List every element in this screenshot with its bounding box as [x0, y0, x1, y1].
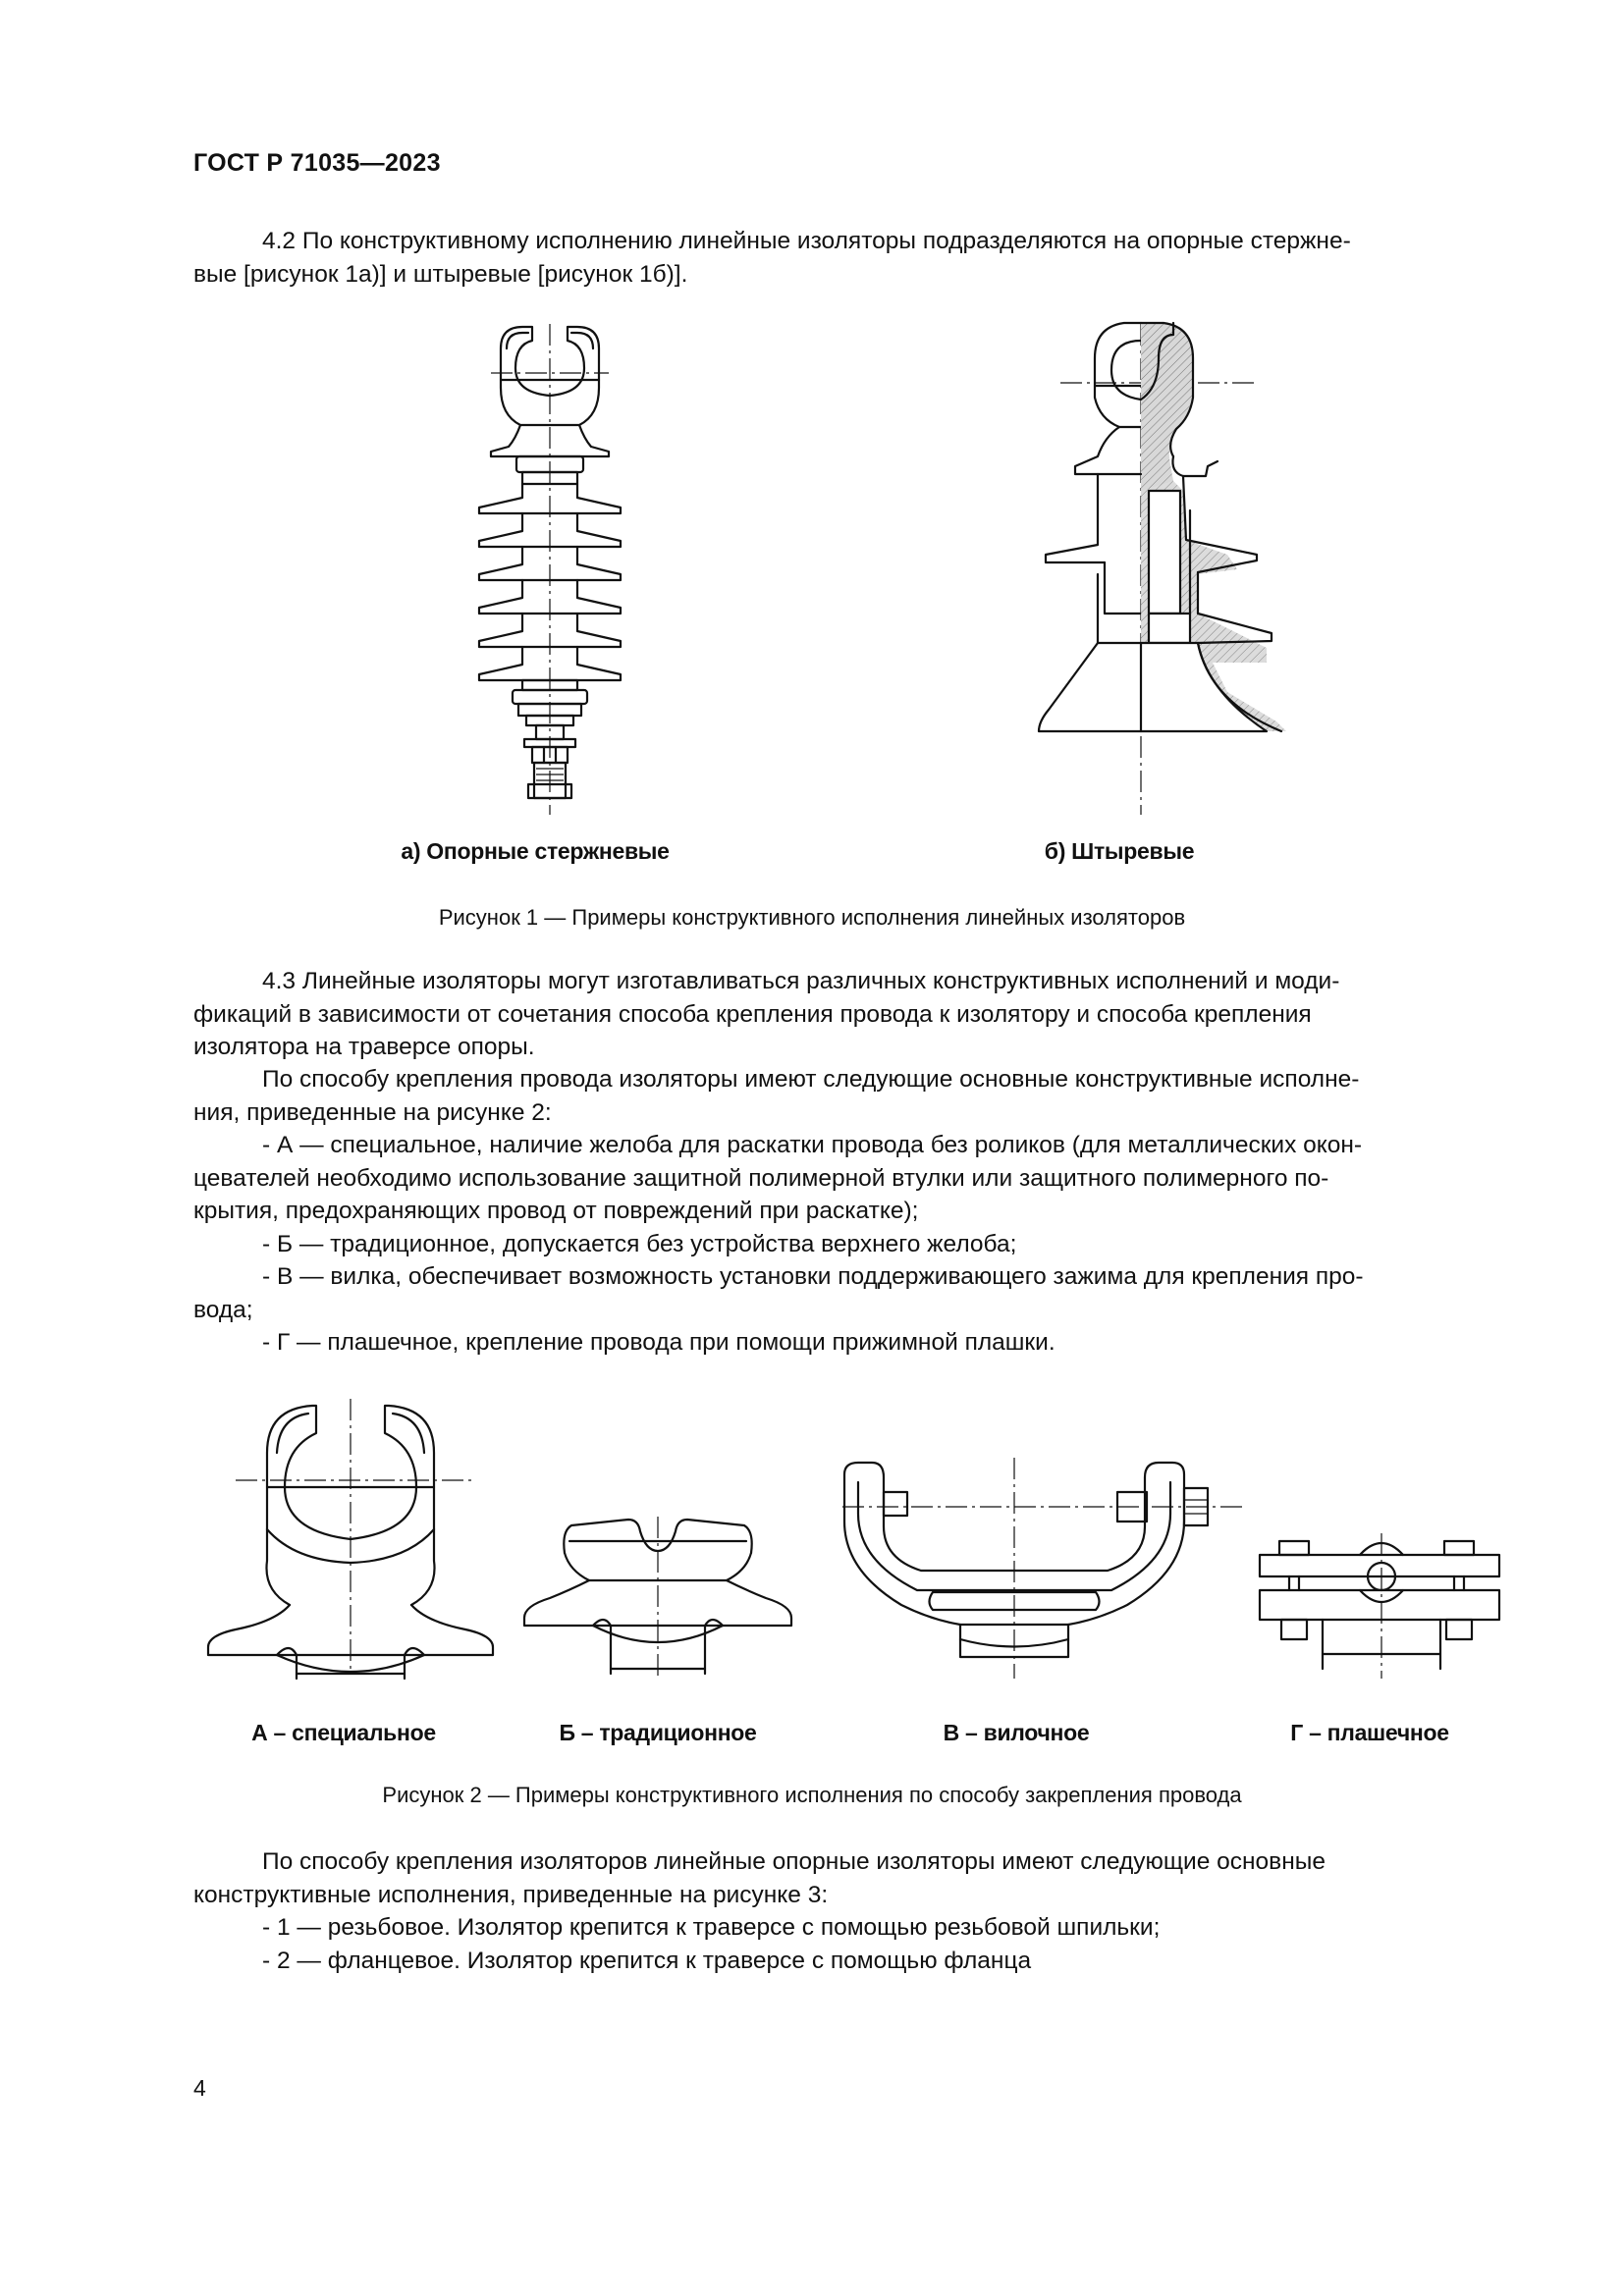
figure2b-traditional-head-drawing: [511, 1512, 805, 1679]
text-line: По способу крепления изоляторов линейные опорные изоляторы имеют следующие основные: [262, 1848, 1326, 1875]
document-code-header: ГОСТ Р 71035—2023: [193, 149, 441, 177]
figure2b-label: Б – традиционное: [559, 1720, 757, 1745]
text-line: изолятора на траверсе опоры.: [193, 1034, 535, 1060]
text-line: конструктивные исполнения, приведенные на рисунке 3:: [193, 1881, 829, 1908]
wire-mount-list: [193, 1129, 1507, 1360]
figure1a-rod-insulator-drawing: [471, 319, 628, 820]
text-line: 4.3 Линейные изоляторы могут изготавливаться различных конструктивных исполнений и моди-: [262, 968, 1340, 994]
insulator-mount-paragraph: [193, 1845, 1507, 1977]
list-item-a-cont: крытия, предохраняющих провод от повреждений при раскатке);: [193, 1198, 919, 1224]
figure2v-label: В – вилочное: [943, 1720, 1090, 1745]
figure2-caption: Рисунок 2 — Примеры конструктивного исполнения по способу закрепления провода: [382, 1783, 1242, 1807]
figure2g-plate-clamp-drawing: [1252, 1531, 1507, 1679]
text-line: фикаций в зависимости от сочетания способа крепления провода к изолятору и способа крепления: [193, 1000, 1312, 1028]
list-item-g: - Г — плашечное, крепление провода при помощи прижимной плашки.: [262, 1329, 1056, 1356]
list-item-a: - А — специальное, наличие желоба для раскатки провода без роликов (для металлических окон-: [262, 1132, 1363, 1158]
list-item-threaded: - 1 — резьбовое. Изолятор крепится к траверсе с помощью резьбовой шпильки;: [262, 1914, 1161, 1941]
section-4-3-paragraph-1: [193, 965, 1507, 1064]
text-line: вые [рисунок 1а)] и штыревые [рисунок 1б)].: [193, 260, 688, 288]
list-item-v: - В — вилка, обеспечивает возможность установки поддерживающего зажима для крепления про-: [262, 1263, 1364, 1290]
text-line: ния, приведенные на рисунке 2:: [193, 1098, 552, 1126]
figure1-caption: Рисунок 1 — Примеры конструктивного исполнения линейных изоляторов: [438, 905, 1186, 930]
list-item-b: - Б — традиционное, допускается без устройства верхнего желоба;: [262, 1230, 1017, 1257]
list-item-flanged: - 2 — фланцевое. Изолятор крепится к траверсе с помощью фланца: [262, 1947, 1032, 1974]
list-item-a-cont: цевателей необходимо использование защитной полимерной втулки или защитного полимерного по-: [193, 1164, 1329, 1192]
page-number: 4: [193, 2075, 206, 2101]
section-4-3-paragraph-2: [193, 1063, 1507, 1129]
text-line: 4.2 По конструктивному исполнению линейные изоляторы подразделяются на опорные стержне-: [262, 228, 1351, 254]
figure2v-fork-head-drawing: [833, 1453, 1245, 1683]
figure2a-special-head-drawing: [196, 1394, 511, 1679]
figure1b-pin-insulator-drawing: [1001, 319, 1306, 820]
list-item-v-cont: вода;: [193, 1296, 253, 1323]
figure1b-label: б) Штыревые: [1044, 838, 1195, 864]
figure1a-label: а) Опорные стержневые: [401, 838, 670, 864]
section-4-2-paragraph: [193, 225, 1507, 291]
text-line: По способу крепления провода изоляторы имеют следующие основные конструктивные исполне-: [262, 1066, 1360, 1093]
figure2g-label: Г – плашечное: [1290, 1720, 1449, 1745]
figure2a-label: А – специальное: [251, 1720, 436, 1745]
